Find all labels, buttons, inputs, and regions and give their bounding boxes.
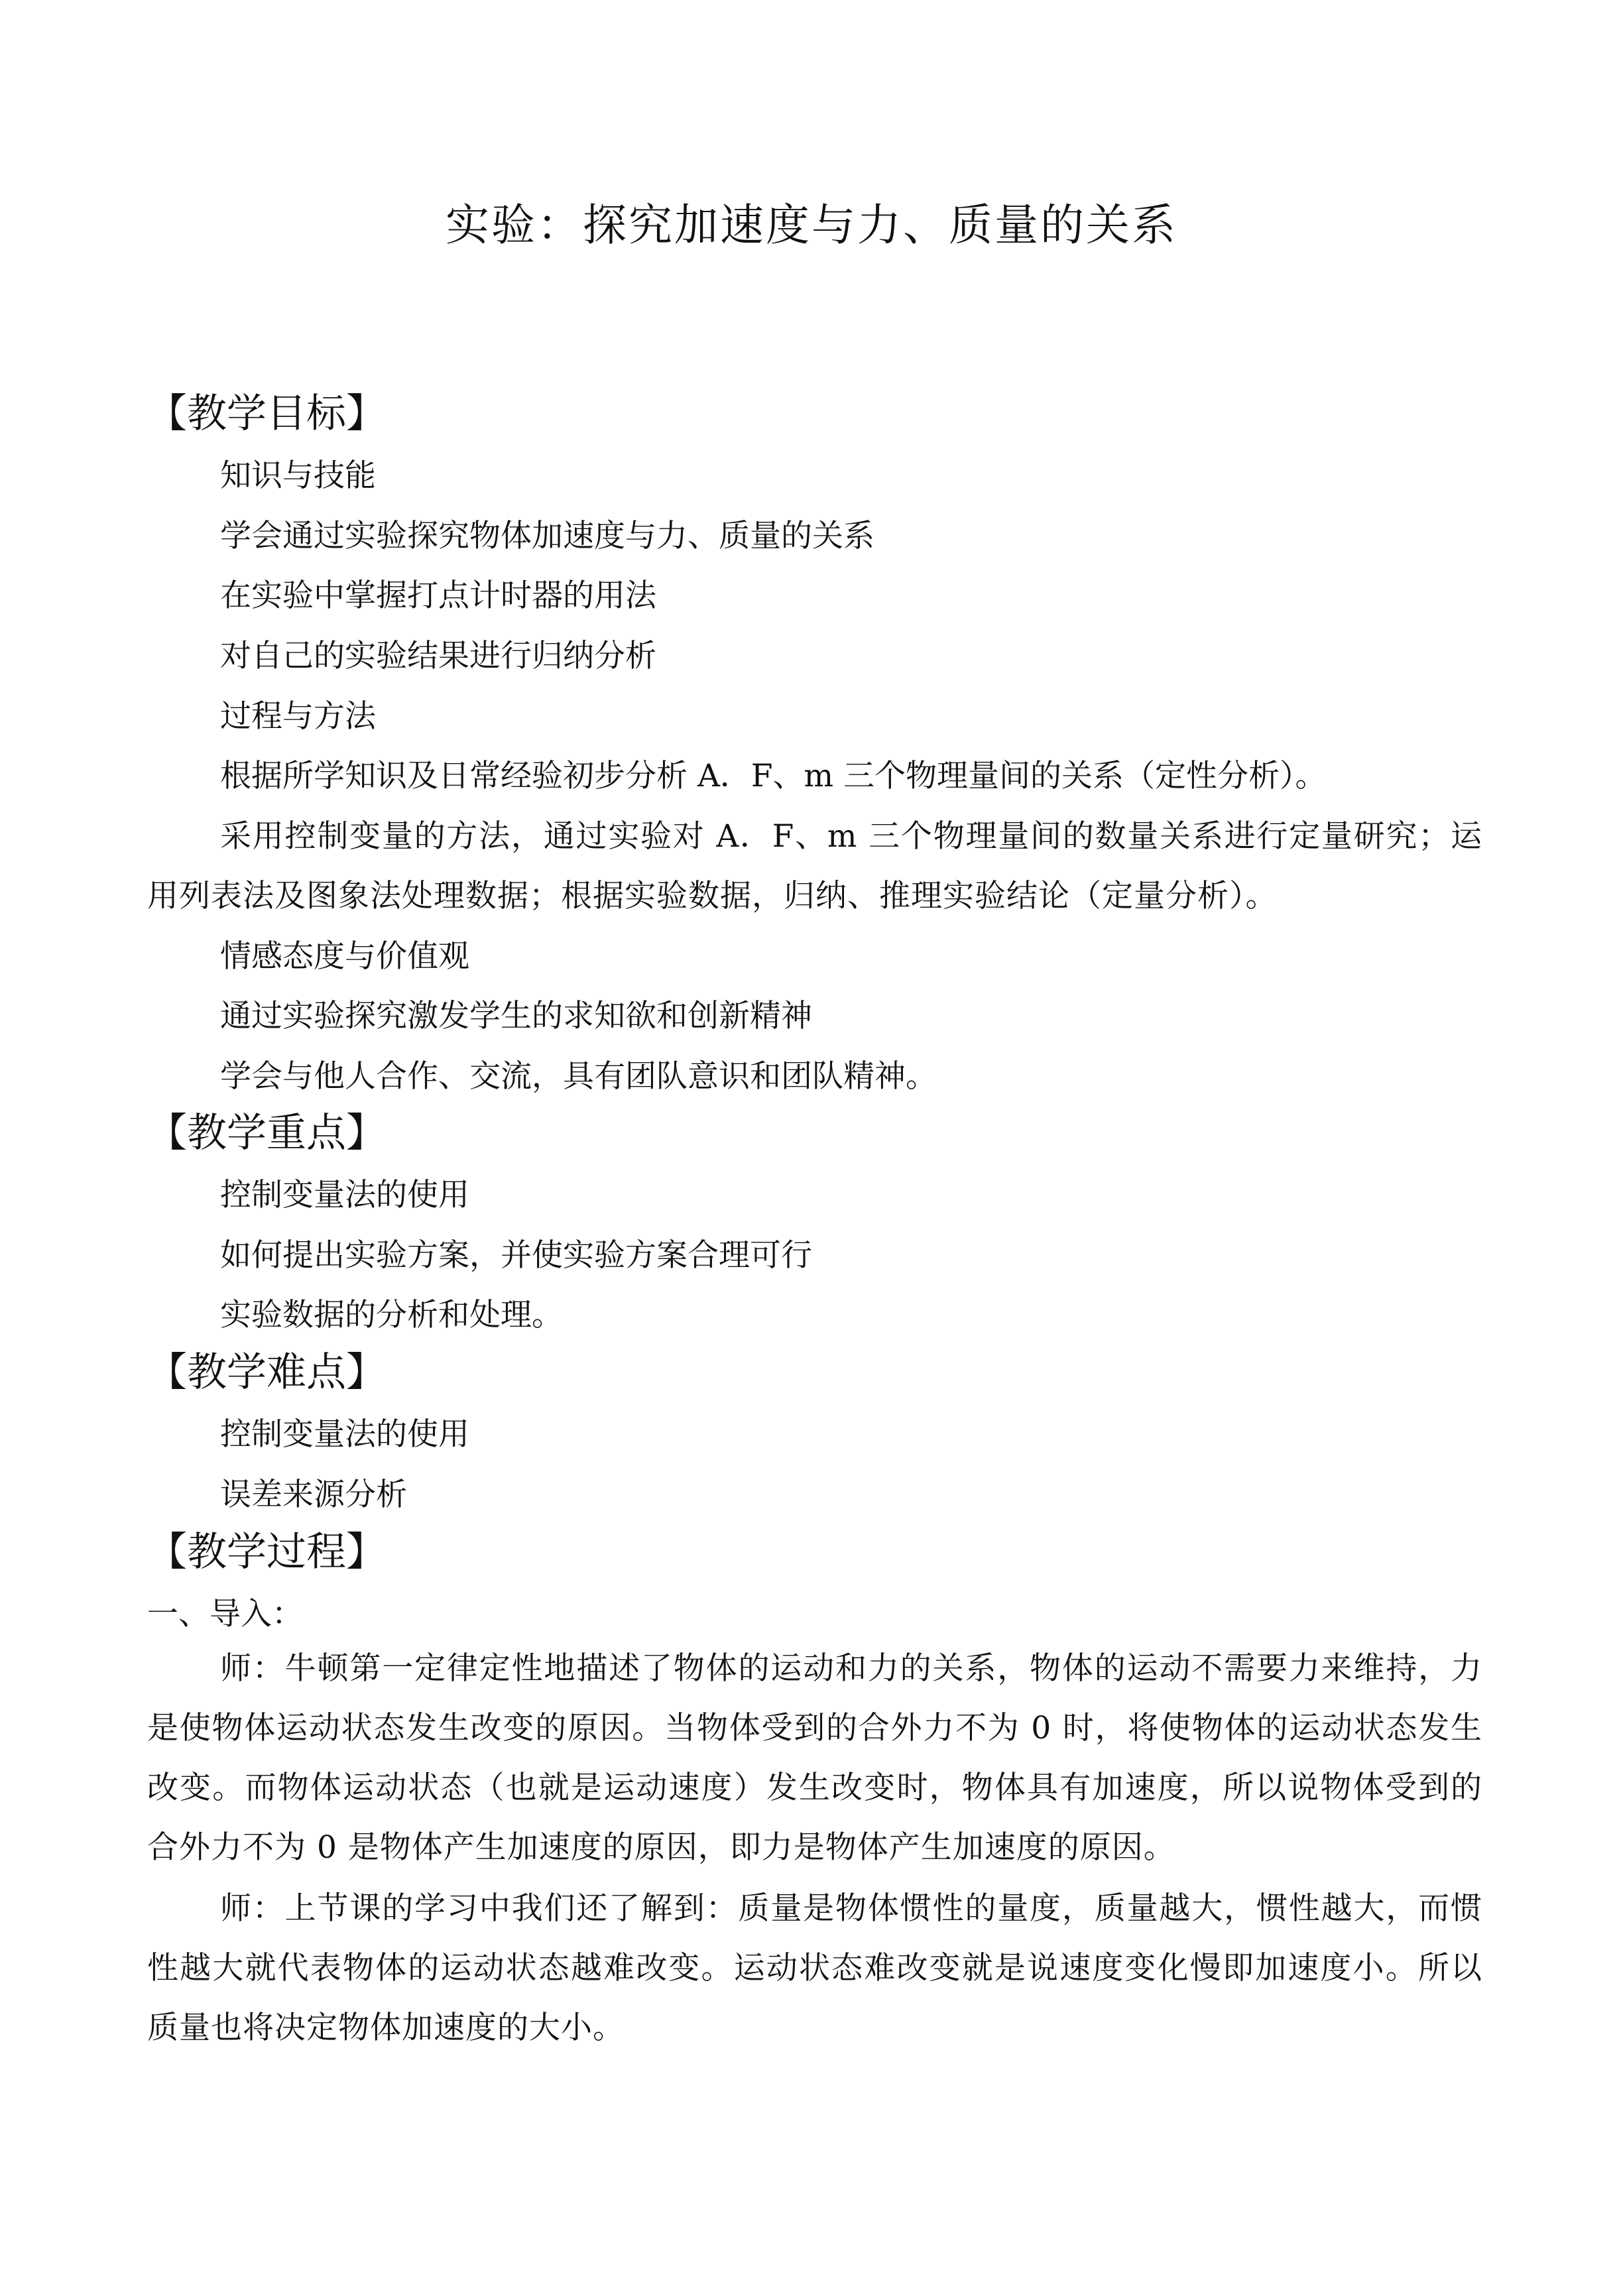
key-point-line: 控制变量法的使用: [220, 1177, 469, 1213]
objective-line: 学会通过实验探究物体加速度与力、质量的关系: [220, 518, 874, 554]
section-heading-key-points: 【教学重点】: [147, 1110, 386, 1156]
process-paragraph: 师：牛顿第一定律定性地描述了物体的运动和力的关系，物体的运动不需要力来维持，力是使物体运动状态发生改变的原因。当物体受到的合外力不为 0 时，将使物体的运动状态发生改变。而物体运动状态（也就是运动速度）发生改变时，物体具有加速度，所以说物体受到的合外力不为 0 是物体产生加速度的原因，即力是物体产生加速度的原因。: [147, 1650, 1482, 1866]
difficulty-line: 误差来源分析: [220, 1477, 407, 1513]
objective-paragraph: 采用控制变量的方法，通过实验对 A．F、m 三个物理量间的数量关系进行定量研究；运用列表法及图象法处理数据；根据实验数据，归纳、推理实验结论（定量分析）。: [147, 818, 1482, 914]
key-point-line: 如何提出实验方案，并使实验方案合理可行: [220, 1237, 812, 1274]
page-title: 实验：探究加速度与力、质量的关系: [446, 200, 1177, 251]
objective-line: 情感态度与价值观: [220, 938, 469, 975]
objective-line: 学会与他人合作、交流，具有团队意识和团队精神。: [220, 1058, 937, 1095]
objective-line: 对自己的实验结果进行归纳分析: [220, 638, 656, 674]
objective-line: 知识与技能: [220, 457, 376, 494]
section-heading-process: 【教学过程】: [147, 1529, 386, 1575]
section-heading-difficulties: 【教学难点】: [147, 1349, 386, 1396]
objective-line: 根据所学知识及日常经验初步分析 A．F、m 三个物理量间的关系（定性分析）。: [220, 758, 1327, 794]
difficulty-line: 控制变量法的使用: [220, 1416, 469, 1453]
objective-line: 过程与方法: [220, 698, 376, 735]
process-subheading: 一、导入：: [147, 1596, 303, 1632]
process-paragraph: 师：上节课的学习中我们还了解到：质量是物体惯性的量度，质量越大，惯性越大，而惯性越大就代表物体的运动状态越难改变。运动状态难改变就是说速度变化慢即加速度小。所以质量也将决定物体加速度的大小。: [147, 1890, 1482, 2046]
objective-line: 通过实验探究激发学生的求知欲和创新精神: [220, 998, 812, 1034]
key-point-line: 实验数据的分析和处理。: [220, 1297, 563, 1333]
objective-line: 在实验中掌握打点计时器的用法: [220, 577, 656, 614]
section-heading-objectives: 【教学目标】: [147, 391, 386, 437]
